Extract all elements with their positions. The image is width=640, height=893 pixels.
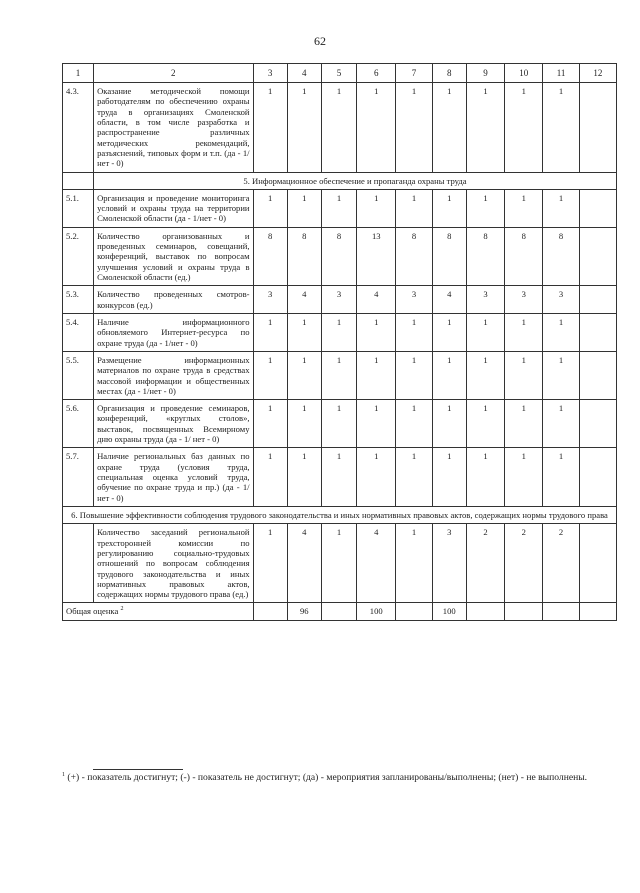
total-value (466, 603, 504, 620)
value-cell: 1 (396, 189, 432, 227)
column-header: 10 (505, 64, 543, 83)
page-number: 62 (314, 34, 326, 48)
row-number: 5.2. (63, 227, 94, 286)
value-cell: 4 (432, 286, 466, 314)
section-title: 5. Информационное обеспечение и пропаганда охраны труда (94, 172, 617, 189)
row-description: Количество организованных и проведенных семинаров, совещаний, конференций, выставок по вопросам улучшения условий и охраны труда в Смоленской области (ед.) (94, 227, 253, 286)
table-row (63, 400, 617, 448)
column-header: 11 (543, 64, 579, 83)
value-cell: 3 (321, 286, 356, 314)
column-header: 9 (466, 64, 504, 83)
value-cell: 3 (543, 286, 579, 314)
total-value: 100 (432, 603, 466, 620)
value-cell: 1 (253, 351, 287, 399)
value-cell: 1 (466, 448, 504, 507)
value-cell: 4 (357, 286, 396, 314)
value-cell: 1 (357, 400, 396, 448)
value-cell: 1 (287, 400, 321, 448)
value-cell: 1 (396, 524, 432, 603)
value-cell: 1 (505, 351, 543, 399)
value-cell: 1 (253, 448, 287, 507)
value-cell: 8 (287, 227, 321, 286)
value-cell: 3 (466, 286, 504, 314)
footnote-text: (+) - показатель достигнут; (-) - показатель не достигнут; (да) - мероприятия запланированы/выполнены; (нет) - не выполнены. (67, 772, 588, 784)
value-cell: 2 (466, 524, 504, 603)
row-number: 4.3. (63, 83, 94, 173)
value-cell: 1 (357, 351, 396, 399)
value-cell: 1 (466, 351, 504, 399)
row-description: Наличие региональных баз данных по охране труда (условия труда, специальная оценка условий труда, обучение по охране труда и пр.) (да - 1/нет - 0) (94, 448, 253, 507)
total-label-cell (63, 603, 254, 620)
value-cell: 1 (505, 400, 543, 448)
value-cell: 1 (253, 400, 287, 448)
section-row (63, 506, 617, 523)
section-title: 6. Повышение эффективности соблюдения трудового законодательства и иных нормативных правовых актов, содержащих нормы трудового права (63, 506, 617, 523)
total-label: Общая оценка (66, 606, 119, 617)
value-cell: 1 (466, 313, 504, 351)
row-number: 5.6. (63, 400, 94, 448)
value-cell: 4 (287, 524, 321, 603)
value-cell: 1 (253, 189, 287, 227)
row-description: Количество проведенных смотров-конкурсов (ед.) (94, 286, 253, 314)
value-cell: 1 (321, 524, 356, 603)
value-cell: 1 (396, 313, 432, 351)
value-cell: 1 (543, 83, 579, 173)
value-cell: 1 (357, 448, 396, 507)
row-number: 5.3. (63, 286, 94, 314)
value-cell: 3 (432, 524, 466, 603)
value-cell (579, 286, 616, 314)
column-header: 8 (432, 64, 466, 83)
table-row (63, 83, 617, 173)
footnote-marker: 1 (62, 772, 65, 778)
value-cell: 1 (357, 83, 396, 173)
row-description: Организация и проведение мониторинга условий и охраны труда на территории Смоленской области (да - 1/нет - 0) (94, 189, 253, 227)
total-value: 96 (287, 603, 321, 620)
value-cell: 1 (543, 189, 579, 227)
column-header: 2 (94, 64, 253, 83)
value-cell: 1 (396, 351, 432, 399)
table-row (63, 448, 617, 507)
indicators-table (62, 63, 617, 621)
table-cell (63, 172, 94, 189)
value-cell (579, 313, 616, 351)
row-description: Организация и проведение семинаров, конференций, «круглых столов», выставок, посвященных Всемирному дню охраны труда (да - 1/ нет - 0) (94, 400, 253, 448)
value-cell: 1 (357, 189, 396, 227)
value-cell (579, 227, 616, 286)
value-cell: 1 (543, 448, 579, 507)
value-cell: 1 (432, 351, 466, 399)
value-cell: 3 (253, 286, 287, 314)
row-number (63, 524, 94, 603)
value-cell (579, 400, 616, 448)
footnote-rule (93, 769, 183, 770)
table-header-row (63, 64, 617, 83)
total-value (579, 603, 616, 620)
value-cell: 4 (357, 524, 396, 603)
row-number: 5.7. (63, 448, 94, 507)
value-cell: 1 (432, 400, 466, 448)
value-cell: 1 (287, 313, 321, 351)
value-cell: 1 (253, 524, 287, 603)
row-number: 5.1. (63, 189, 94, 227)
column-header: 1 (63, 64, 94, 83)
value-cell: 1 (505, 448, 543, 507)
value-cell: 1 (396, 448, 432, 507)
value-cell: 1 (321, 448, 356, 507)
value-cell: 1 (432, 313, 466, 351)
value-cell: 1 (432, 83, 466, 173)
value-cell: 2 (505, 524, 543, 603)
value-cell: 1 (396, 83, 432, 173)
value-cell: 1 (287, 448, 321, 507)
value-cell: 8 (396, 227, 432, 286)
value-cell: 1 (253, 83, 287, 173)
row-description: Оказание методической помощи работодателям по обеспечению охраны труда в организациях Смоленской области, в том числе разработка и распространение различных методических рекомендаций, разъяснений, типовых форм и т.п. (да - 1/нет - 0) (94, 83, 253, 173)
value-cell: 4 (287, 286, 321, 314)
column-header: 5 (321, 64, 356, 83)
value-cell: 8 (505, 227, 543, 286)
value-cell: 8 (321, 227, 356, 286)
value-cell: 1 (466, 400, 504, 448)
column-header: 6 (357, 64, 396, 83)
row-number: 5.5. (63, 351, 94, 399)
value-cell (579, 351, 616, 399)
value-cell: 8 (466, 227, 504, 286)
table-row (63, 227, 617, 286)
row-description: Наличие информационного обновляемого Интернет-ресурса по охране труда (да - 1/нет - 0) (94, 313, 253, 351)
value-cell: 1 (466, 83, 504, 173)
section-row (63, 172, 617, 189)
value-cell: 1 (321, 189, 356, 227)
value-cell: 1 (543, 400, 579, 448)
row-description: Количество заседаний региональной трехсторонней комиссии по регулированию социально-трудовых отношений по вопросам соблюдения трудового законодательства и иных нормативных правовых актов, содержащих нормы трудового права (ед.) (94, 524, 253, 603)
column-header: 4 (287, 64, 321, 83)
total-row (63, 603, 617, 620)
value-cell: 1 (253, 313, 287, 351)
value-cell: 1 (543, 313, 579, 351)
row-description: Размещение информационных материалов по охране труда в средствах массовой информации и общественных местах (да - 1/нет - 0) (94, 351, 253, 399)
value-cell: 2 (543, 524, 579, 603)
value-cell: 1 (432, 189, 466, 227)
value-cell: 1 (505, 189, 543, 227)
value-cell: 1 (432, 448, 466, 507)
table-row (63, 189, 617, 227)
value-cell: 8 (432, 227, 466, 286)
value-cell: 1 (357, 313, 396, 351)
value-cell: 1 (321, 313, 356, 351)
value-cell: 3 (396, 286, 432, 314)
value-cell (579, 524, 616, 603)
column-header: 3 (253, 64, 287, 83)
value-cell: 1 (321, 400, 356, 448)
value-cell (579, 189, 616, 227)
value-cell: 1 (287, 83, 321, 173)
value-cell (579, 448, 616, 507)
value-cell: 8 (543, 227, 579, 286)
total-value (396, 603, 432, 620)
footnote (62, 772, 617, 785)
value-cell: 13 (357, 227, 396, 286)
total-value (543, 603, 579, 620)
value-cell: 1 (505, 313, 543, 351)
table-row (63, 351, 617, 399)
column-header: 7 (396, 64, 432, 83)
value-cell: 1 (543, 351, 579, 399)
value-cell: 1 (321, 351, 356, 399)
value-cell: 3 (505, 286, 543, 314)
value-cell: 1 (287, 351, 321, 399)
value-cell: 1 (287, 189, 321, 227)
total-value (253, 603, 287, 620)
table-row (63, 286, 617, 314)
total-footnote-marker: 2 (120, 606, 124, 613)
table-row (63, 524, 617, 603)
total-value: 100 (357, 603, 396, 620)
value-cell: 1 (466, 189, 504, 227)
table-row (63, 313, 617, 351)
value-cell: 8 (253, 227, 287, 286)
value-cell: 1 (396, 400, 432, 448)
value-cell: 1 (505, 83, 543, 173)
row-number: 5.4. (63, 313, 94, 351)
column-header: 12 (579, 64, 616, 83)
total-value (321, 603, 356, 620)
value-cell: 1 (321, 83, 356, 173)
total-value (505, 603, 543, 620)
value-cell (579, 83, 616, 173)
